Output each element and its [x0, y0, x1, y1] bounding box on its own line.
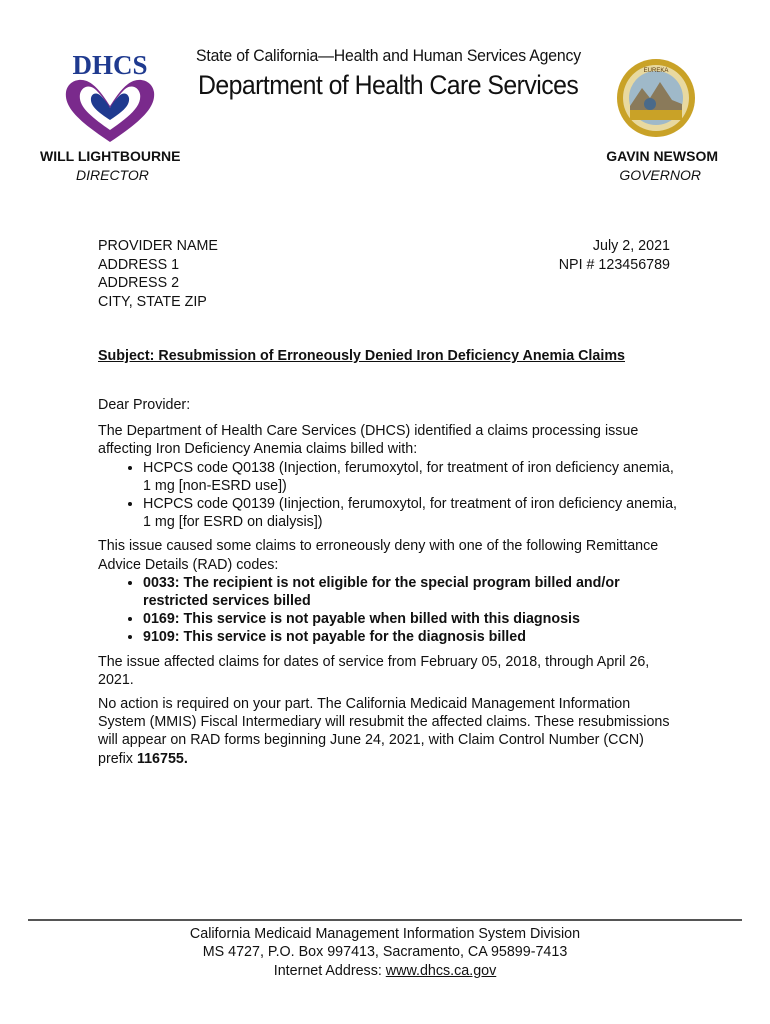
rad-code-list [98, 574, 678, 647]
ccn-prefix: 116755. [136, 750, 188, 767]
list-item: • 0033: The recipient is not eligible for the special program billed and/or restricted services billed [143, 574, 678, 610]
list-item: • 0169: This service is not payable when billed with this diagnosis [143, 610, 678, 628]
recipient-address [98, 237, 218, 311]
letter-date: July 2, 2021 [592, 238, 670, 254]
agency-line: State of California—Health and Human Services Agency [196, 46, 581, 65]
footer-divider [28, 919, 742, 921]
governor-name: GAVIN NEWSOM [606, 148, 718, 164]
footer-division: California Medicaid Management Information System Division [189, 926, 581, 942]
website-link[interactable]: www.dhcs.ca.gov [385, 962, 497, 979]
letter-meta [559, 237, 670, 274]
paragraph-rad: This issue caused some claims to erroneously deny with one of the following Remittance Advice Details (RAD) codes: [98, 538, 659, 573]
greeting: Dear Provider: [98, 397, 191, 413]
address-line: CITY, STATE ZIP [98, 293, 207, 310]
footer-internet-label: Internet Address: [273, 962, 386, 979]
list-item: • 9109: This service is not payable for the diagnosis billed [143, 628, 678, 646]
subject-line: Subject: Resubmission of Erroneously Denied Iron Deficiency Anemia Claims [98, 348, 625, 364]
address-line: PROVIDER NAME [98, 238, 218, 254]
npi-number: NPI # 123456789 [558, 256, 670, 273]
governor-title: GOVERNOR [619, 167, 701, 183]
address-line: ADDRESS 1 [98, 256, 180, 273]
list-item: • HCPCS code Q0138 (Injection, ferumoxytol, for treatment of iron deficiency anemia, 1 mg [non-ESRD use]) [143, 459, 678, 495]
paragraph-intro: The Department of Health Care Services (DHCS) identified a claims processing issue affecting Iron Deficiency Anemia claims billed with: [98, 423, 639, 458]
logo-text: DHCS [72, 50, 148, 80]
footer-internet [0, 962, 770, 980]
letter-body [98, 396, 678, 774]
paragraph-dates: The issue affected claims for dates of service from February 05, 2018, through April 26, 2021. [98, 653, 650, 688]
list-item: • HCPCS code Q0139 (Iinjection, ferumoxytol, for treatment of iron deficiency anemia, 1 mg [for ESRD on dialysis]) [143, 495, 678, 531]
dhcs-logo [60, 50, 160, 146]
svg-text:EUREKA: EUREKA [643, 68, 669, 74]
footer-address: MS 4727, P.O. Box 997413, Sacramento, CA 95899-7413 [202, 944, 568, 961]
state-seal [616, 58, 696, 138]
footer [0, 925, 770, 980]
hcpcs-code-list [98, 459, 678, 532]
director-title: DIRECTOR [76, 167, 149, 183]
action-text: No action is required on your part. The California Medicaid Management Information System (MMIS) Fiscal Intermediary will resubmit the affected claims. These resubmissions will appear on RAD forms beginning June 24, 2021, with Claim Control Number (CCN) prefix [98, 696, 670, 767]
department-title: Department of Health Care Services [198, 70, 579, 100]
address-line: ADDRESS 2 [98, 275, 180, 291]
director-name: WILL LIGHTBOURNE [40, 148, 181, 164]
paragraph-action [98, 695, 678, 768]
